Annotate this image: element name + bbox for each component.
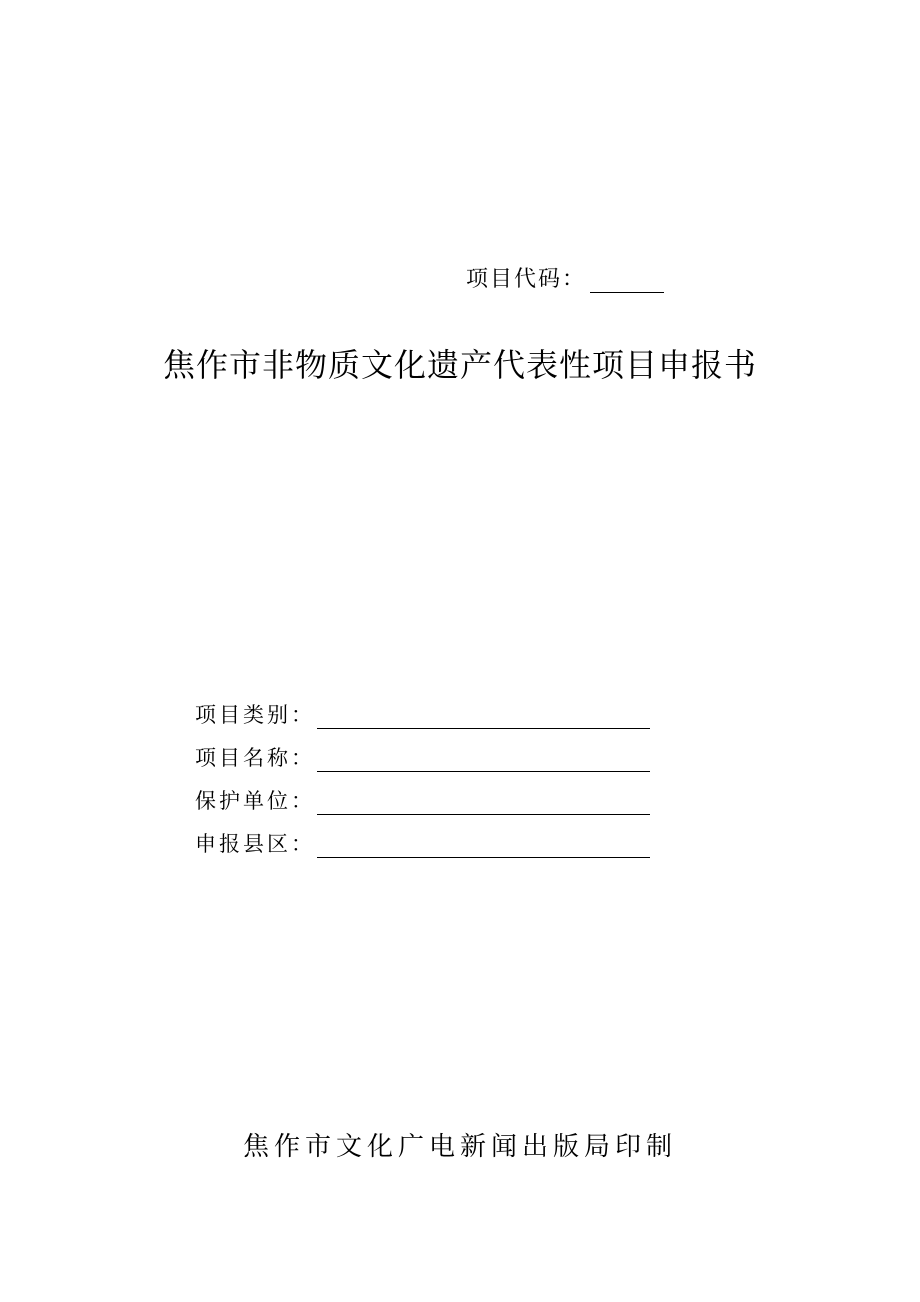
field-county-blank[interactable] [317,831,650,858]
field-protector-row [195,786,655,815]
field-county-label: 申报县区： [195,832,315,856]
info-fields [195,700,655,872]
field-protector-blank[interactable] [317,788,650,815]
field-category-row [195,700,655,729]
project-code-row [466,262,664,293]
field-county-row [195,829,655,858]
publisher-text: 焦作市文化广电新闻出版局印制 [242,1132,677,1162]
field-protector-label: 保护单位： [195,789,315,813]
field-name-row [195,743,655,772]
field-category-blank[interactable] [317,702,650,729]
document-title: 焦作市非物质文化遗产代表性项目申报书 [162,346,757,384]
field-name-label: 项目名称： [195,746,315,770]
field-category-label: 项目类别： [195,703,315,727]
project-code-label: 项目代码： [466,267,587,292]
field-name-blank[interactable] [317,745,650,772]
project-code-blank[interactable] [590,268,664,293]
